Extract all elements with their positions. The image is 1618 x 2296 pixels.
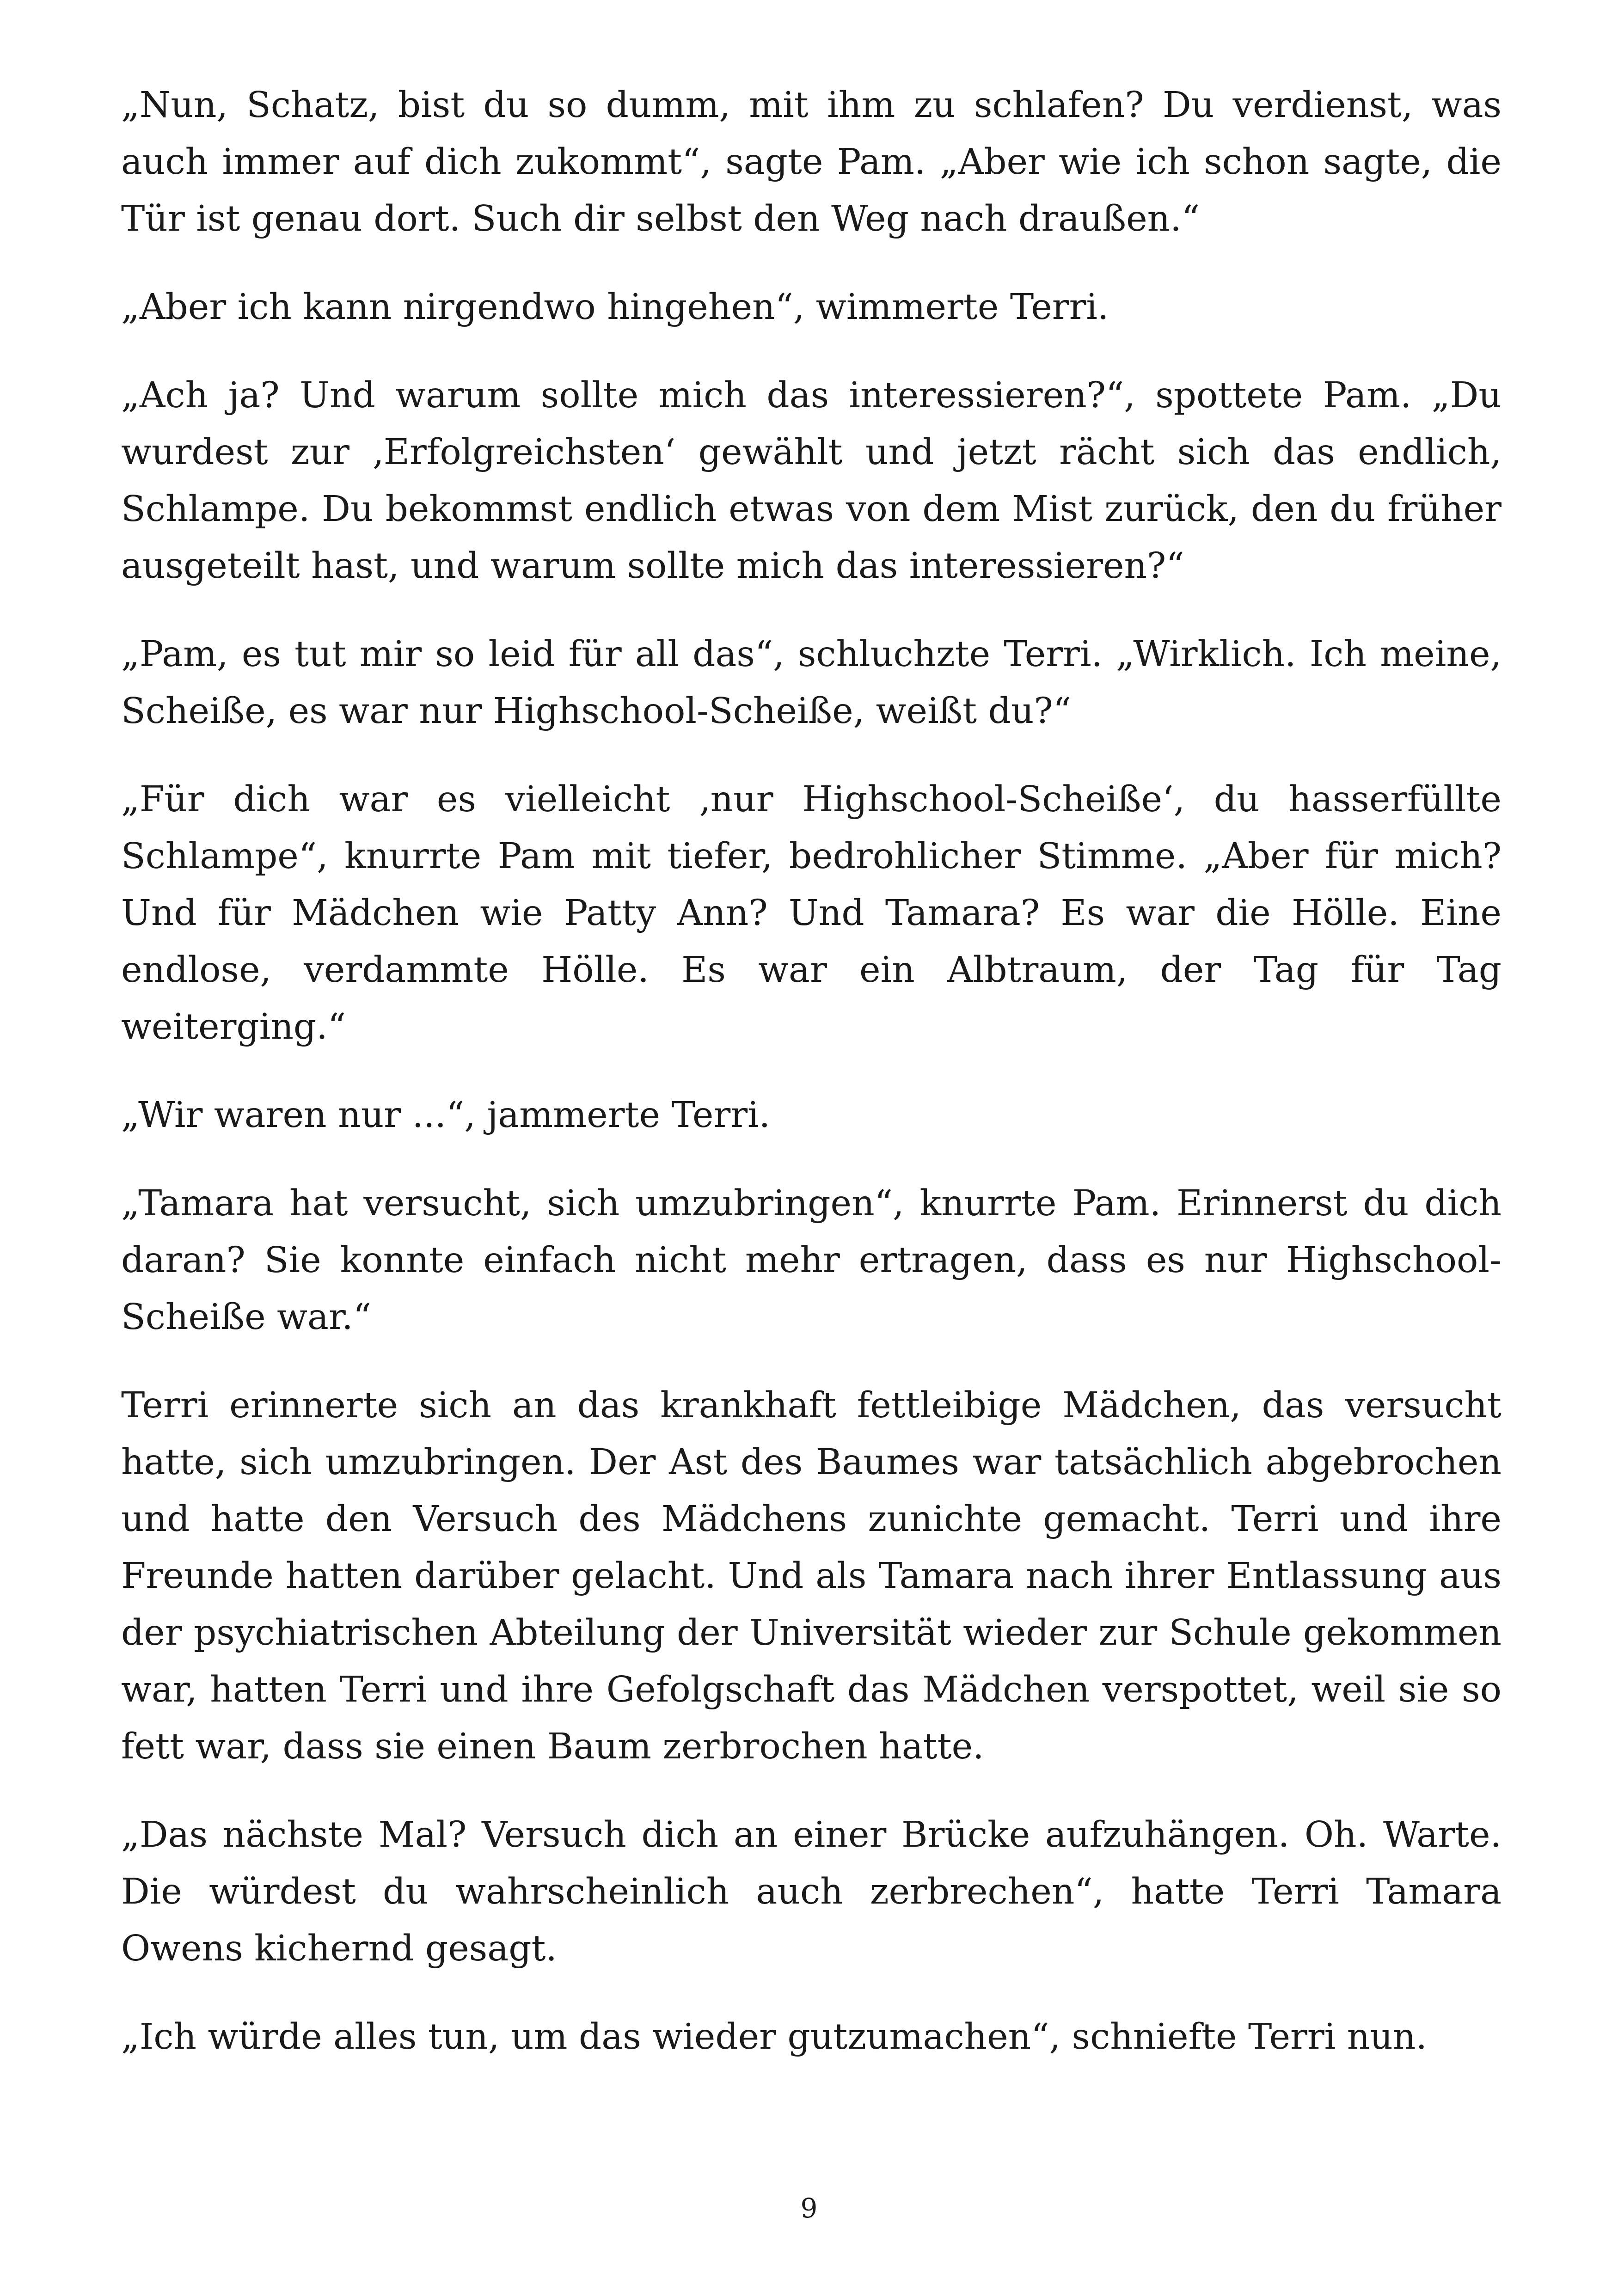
paragraph: „Für dich war es vielleicht ‚nur Highschool-Scheiße‘, du hasserfüllte Schlampe“, knurrte Pam mit tiefer, bedrohlicher Stimme. „Aber für mich? Und für Mädchen wie Patty Ann? Und Tamara? Es war die Hölle. Eine endlose, verdammte Hölle. Es war ein Albtraum, der Tag für Tag weiterging.“ <box>121 779 1502 1047</box>
paragraph: „Ich würde alles tun, um das wieder gutzumachen“, schniefte Terri nun. <box>121 2016 1427 2057</box>
paragraph: „Das nächste Mal? Versuch dich an einer Brücke aufzuhängen. Oh. Warte. Die würdest du wahrscheinlich auch zerbrechen“, hatte Terri Tamara Owens kichernd gesagt. <box>121 1814 1502 1969</box>
paragraph: „Tamara hat versucht, sich umzubringen“, knurrte Pam. Erinnerst du dich daran? Sie konnte einfach nicht mehr ertragen, dass es nur Highschool-Scheiße war.“ <box>121 1183 1502 1338</box>
paragraph: Terri erinnerte sich an das krankhaft fettleibige Mädchen, das versucht hatte, sich umzubringen. Der Ast des Baumes war tatsächlich abgebrochen und hatte den Versuch des Mädchens zunichte gemacht. Terri und ihre Freunde hatten darüber gelacht. Und als Tamara nach ihrer Entlassung aus der psychiatrischen Abteilung der Universität wieder zur Schule gekommen war, hatten Terri und ihre Gefolgschaft das Mädchen verspottet, weil sie so fett war, dass sie einen Baum zerbrochen hatte. <box>121 1385 1502 1767</box>
paragraph: „Aber ich kann nirgendwo hingehen“, wimmerte Terri. <box>121 287 1109 328</box>
paragraph: „Wir waren nur ...“, jammerte Terri. <box>121 1095 771 1136</box>
paragraph: „Ach ja? Und warum sollte mich das interessieren?“, spottete Pam. „Du wurdest zur ‚Erfolgreichsten‘ gewählt und jetzt rächt sich das endlich, Schlampe. Du bekommst endlich etwas von dem Mist zurück, den du früher ausgeteilt hast, und warum sollte mich das interessieren?“ <box>121 375 1502 587</box>
paragraph: „Nun, Schatz, bist du so dumm, mit ihm zu schlafen? Du verdienst, was auch immer auf dich zukommt“, sagte Pam. „Aber wie ich schon sagte, die Tür ist genau dort. Such dir selbst den Weg nach draußen.“ <box>121 85 1502 239</box>
paragraph: „Pam, es tut mir so leid für all das“, schluchzte Terri. „Wirklich. Ich meine, Scheiße, es war nur Highschool-Scheiße, weißt du?“ <box>121 634 1502 732</box>
body-text <box>121 77 1502 2097</box>
page-number: 9 <box>800 2192 818 2224</box>
